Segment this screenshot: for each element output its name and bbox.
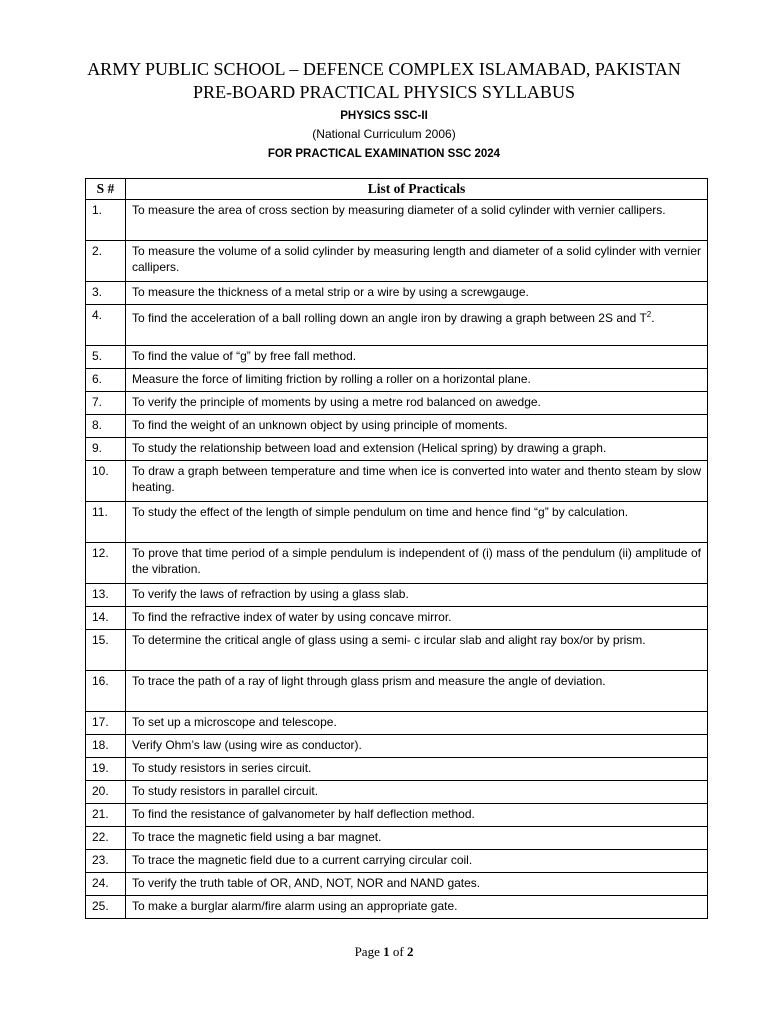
row-number: 21. <box>86 804 126 827</box>
practical-description: To trace the magnetic field using a bar magnet. <box>132 830 382 844</box>
practical-text <box>126 896 708 919</box>
practical-description: Measure the force of limiting friction by rolling a roller on a horizontal plane. <box>132 372 531 386</box>
table-row <box>86 758 708 781</box>
practical-description: To verify the principle of moments by using a metre rod balanced on awedge. <box>132 395 541 409</box>
row-number: 10. <box>86 461 126 502</box>
column-header-sno: S # <box>86 179 126 200</box>
table-row <box>86 392 708 415</box>
practical-text <box>126 461 708 502</box>
practical-text <box>126 827 708 850</box>
practical-description: To study resistors in series circuit. <box>132 761 312 775</box>
table-row <box>86 735 708 758</box>
table-header-row <box>86 179 708 200</box>
table-row <box>86 804 708 827</box>
row-number: 3. <box>86 282 126 305</box>
table-row <box>86 543 708 584</box>
practical-text <box>126 392 708 415</box>
table-row <box>86 502 708 543</box>
table-row <box>86 241 708 282</box>
practical-text <box>126 200 708 241</box>
practical-text <box>126 241 708 282</box>
table-row <box>86 630 708 671</box>
row-number: 14. <box>86 607 126 630</box>
practical-text <box>126 346 708 369</box>
practical-text <box>126 584 708 607</box>
row-number: 7. <box>86 392 126 415</box>
subject-title: PHYSICS SSC-II <box>340 110 428 122</box>
practical-description: To measure the area of cross section by measuring diameter of a solid cylinder with vernier callipers. <box>132 203 666 217</box>
practical-text <box>126 415 708 438</box>
row-number: 18. <box>86 735 126 758</box>
row-number: 1. <box>86 200 126 241</box>
row-number: 13. <box>86 584 126 607</box>
row-number: 19. <box>86 758 126 781</box>
practical-description: To draw a graph between temperature and time when ice is converted into water and thento steam by slow heating. <box>132 464 701 494</box>
practical-text <box>126 758 708 781</box>
table-row <box>86 671 708 712</box>
row-number: 24. <box>86 873 126 896</box>
curriculum-note: (National Curriculum 2006) <box>312 127 456 141</box>
practical-text <box>126 305 708 346</box>
row-number: 4. <box>86 305 126 346</box>
practical-description: To trace the path of a ray of light through glass prism and measure the angle of deviation. <box>132 674 606 688</box>
practicals-table <box>85 178 708 919</box>
practical-description: To measure the volume of a solid cylinder by measuring length and diameter of a solid cylinder with vernier callipers. <box>132 244 701 274</box>
row-number: 20. <box>86 781 126 804</box>
practical-description: To study resistors in parallel circuit. <box>132 784 319 798</box>
table-row <box>86 461 708 502</box>
practical-tail: . <box>651 311 655 325</box>
practical-text <box>126 543 708 584</box>
page-word: Page <box>354 944 380 959</box>
practical-description: To find the value of “g” by free fall method. <box>132 349 357 363</box>
practical-description: To determine the critical angle of glass using a semi- c ircular slab and alight ray box/or by prism. <box>132 633 646 647</box>
exam-title: FOR PRACTICAL EXAMINATION SSC 2024 <box>267 148 501 160</box>
practical-text <box>126 804 708 827</box>
row-number: 17. <box>86 712 126 735</box>
table-row <box>86 305 708 346</box>
practical-text <box>126 630 708 671</box>
practical-description: To measure the thickness of a metal strip or a wire by using a screwgauge. <box>132 285 529 299</box>
table-row <box>86 827 708 850</box>
practical-description: To prove that time period of a simple pendulum is independent of (i) mass of the pendulum (ii) amplitude of the vibration. <box>132 546 701 576</box>
practical-description: To find the acceleration of a ball rolling down an angle iron by drawing a graph between 2S and T <box>132 311 647 325</box>
practical-text <box>126 735 708 758</box>
document-header <box>0 58 768 162</box>
practical-text <box>126 502 708 543</box>
table-row <box>86 873 708 896</box>
table-row <box>86 584 708 607</box>
row-number: 8. <box>86 415 126 438</box>
practical-text <box>126 712 708 735</box>
table-row <box>86 607 708 630</box>
practical-description: To make a burglar alarm/fire alarm using an appropriate gate. <box>132 899 458 913</box>
row-number: 11. <box>86 502 126 543</box>
table-row <box>86 896 708 919</box>
row-number: 22. <box>86 827 126 850</box>
row-number: 9. <box>86 438 126 461</box>
page-of: of <box>392 944 404 959</box>
practical-text <box>126 607 708 630</box>
row-number: 15. <box>86 630 126 671</box>
row-number: 6. <box>86 369 126 392</box>
practical-text <box>126 873 708 896</box>
practical-text <box>126 850 708 873</box>
table-row <box>86 712 708 735</box>
practical-text <box>126 438 708 461</box>
table-row <box>86 200 708 241</box>
column-header-list: List of Practicals <box>126 179 708 200</box>
table-row <box>86 415 708 438</box>
practical-description: To verify the truth table of OR, AND, NOT, NOR and NAND gates. <box>132 876 481 890</box>
table-row <box>86 781 708 804</box>
practical-description: To set up a microscope and telescope. <box>132 715 337 729</box>
practical-description: To trace the magnetic field due to a current carrying circular coil. <box>132 853 473 867</box>
practical-text <box>126 781 708 804</box>
row-number: 5. <box>86 346 126 369</box>
table-row <box>86 282 708 305</box>
row-number: 2. <box>86 241 126 282</box>
page-total: 2 <box>406 944 414 959</box>
row-number: 23. <box>86 850 126 873</box>
practical-text <box>126 671 708 712</box>
table-row <box>86 369 708 392</box>
practical-description: To verify the laws of refraction by using a glass slab. <box>132 587 409 601</box>
row-number: 16. <box>86 671 126 712</box>
practical-description: To study the relationship between load and extension (Helical spring) by drawing a graph. <box>132 441 607 455</box>
superscript: 2 <box>646 310 652 319</box>
practical-description: Verify Ohm’s law (using wire as conductor). <box>132 738 362 752</box>
practical-text <box>126 282 708 305</box>
practical-text <box>126 369 708 392</box>
practical-description: To find the resistance of galvanometer by half deflection method. <box>132 807 475 821</box>
practical-description: To find the refractive index of water by using concave mirror. <box>132 610 452 624</box>
row-number: 25. <box>86 896 126 919</box>
row-number: 12. <box>86 543 126 584</box>
table-row <box>86 346 708 369</box>
practical-description: To find the weight of an unknown object by using principle of moments. <box>132 418 508 432</box>
syllabus-title: PRE-BOARD PRACTICAL PHYSICS SYLLABUS <box>193 82 575 102</box>
page-current: 1 <box>383 944 390 959</box>
table-row <box>86 438 708 461</box>
school-name: ARMY PUBLIC SCHOOL – DEFENCE COMPLEX ISLAMABAD, PAKISTAN <box>87 59 681 79</box>
table-row <box>86 850 708 873</box>
practical-description: To study the effect of the length of simple pendulum on time and hence find “g” by calculation. <box>132 505 629 519</box>
page-footer <box>0 944 768 960</box>
